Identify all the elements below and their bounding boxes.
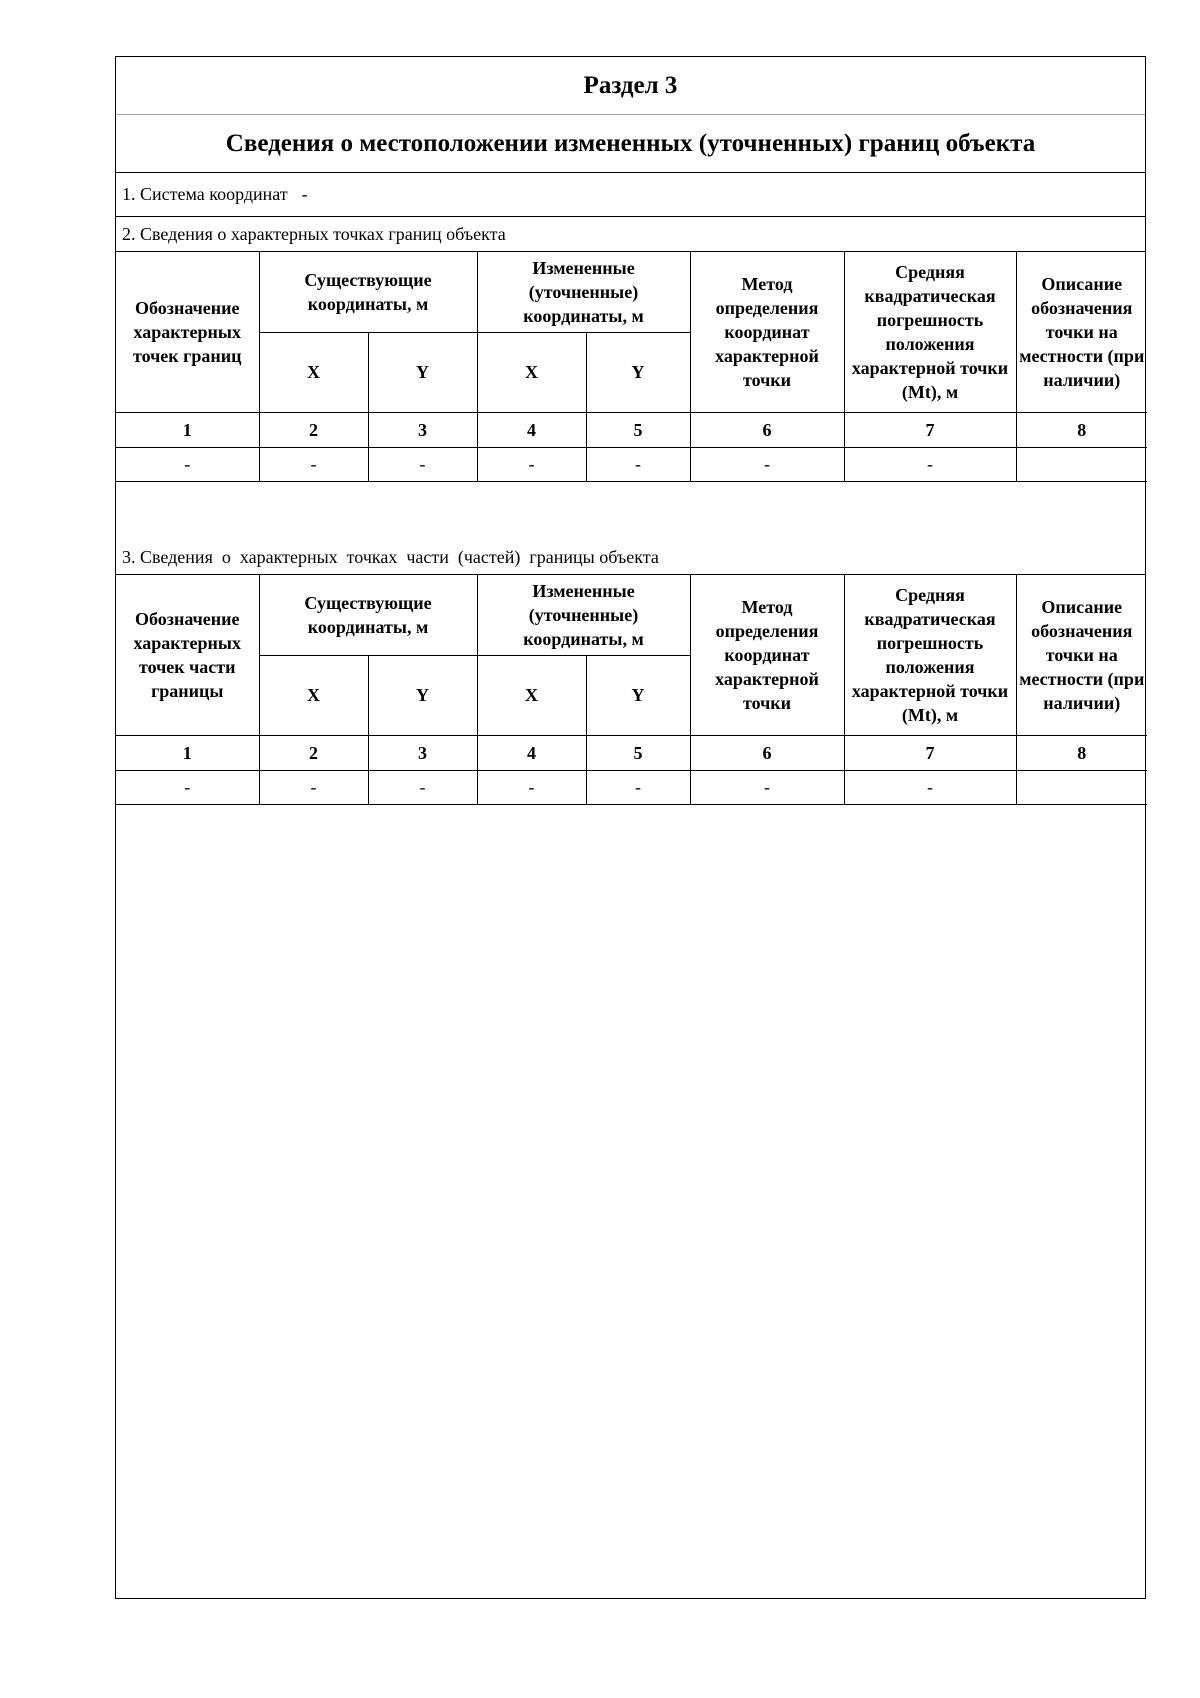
column-number: 1 bbox=[116, 412, 259, 447]
column-number: 7 bbox=[844, 412, 1016, 447]
column-numbers-row bbox=[116, 412, 1147, 447]
table-cell: - bbox=[844, 447, 1016, 481]
header-method: Метод определения координат характерной точки bbox=[690, 252, 844, 412]
header-changed-y: Y bbox=[586, 655, 690, 735]
table-cell: - bbox=[586, 447, 690, 481]
table1-caption: 2. Сведения о характерных точках границ объекта bbox=[116, 217, 1145, 252]
column-number: 5 bbox=[586, 735, 690, 770]
column-number: 8 bbox=[1016, 412, 1147, 447]
header-existing-coords: Существующие координаты, м bbox=[259, 575, 477, 655]
header-method: Метод определения координат характерной точки bbox=[690, 575, 844, 735]
coordinate-system-row bbox=[116, 173, 1145, 217]
column-number: 6 bbox=[690, 735, 844, 770]
table-row bbox=[116, 447, 1147, 481]
table-cell: - bbox=[477, 770, 586, 804]
table-cell bbox=[1016, 770, 1147, 804]
boundary-part-points-table bbox=[116, 575, 1147, 805]
column-number: 2 bbox=[259, 735, 368, 770]
table-cell: - bbox=[368, 447, 477, 481]
table-cell bbox=[1016, 447, 1147, 481]
column-number: 5 bbox=[586, 412, 690, 447]
header-error: Средняя квадратическая погрешность положения характерной точки (Mt), м bbox=[844, 575, 1016, 735]
column-numbers-row bbox=[116, 735, 1147, 770]
table-cell: - bbox=[116, 770, 259, 804]
table-cell: - bbox=[259, 447, 368, 481]
column-number: 4 bbox=[477, 412, 586, 447]
header-existing-x: X bbox=[259, 655, 368, 735]
coordinate-system-label: 1. Система координат bbox=[122, 184, 288, 204]
column-number: 3 bbox=[368, 735, 477, 770]
table-cell: - bbox=[690, 447, 844, 481]
column-number: 8 bbox=[1016, 735, 1147, 770]
coordinate-system-value: - bbox=[301, 184, 308, 204]
table-cell: - bbox=[477, 447, 586, 481]
header-changed-coords: Измененные (уточненные) координаты, м bbox=[477, 252, 690, 332]
header-changed-x: X bbox=[477, 332, 586, 412]
table2-caption: 3. Сведения о характерных точках части (частей) границы объекта bbox=[116, 541, 1145, 575]
header-changed-x: X bbox=[477, 655, 586, 735]
table-cell: - bbox=[368, 770, 477, 804]
header-changed-coords: Измененные (уточненные) координаты, м bbox=[477, 575, 690, 655]
header-description: Описание обозначения точки на местности (при наличии) bbox=[1016, 252, 1147, 412]
section-subtitle: Сведения о местоположении измененных (уточненных) границ объекта bbox=[116, 115, 1145, 173]
table-cell: - bbox=[259, 770, 368, 804]
header-existing-y: Y bbox=[368, 655, 477, 735]
document-frame bbox=[115, 56, 1146, 1599]
header-changed-y: Y bbox=[586, 332, 690, 412]
header-description: Описание обозначения точки на местности (при наличии) bbox=[1016, 575, 1147, 735]
column-number: 2 bbox=[259, 412, 368, 447]
table-cell: - bbox=[116, 447, 259, 481]
column-number: 1 bbox=[116, 735, 259, 770]
header-existing-x: X bbox=[259, 332, 368, 412]
header-error: Средняя квадратическая погрешность положения характерной точки (Mt), м bbox=[844, 252, 1016, 412]
table-cell: - bbox=[586, 770, 690, 804]
column-number: 4 bbox=[477, 735, 586, 770]
column-number: 7 bbox=[844, 735, 1016, 770]
column-number: 3 bbox=[368, 412, 477, 447]
table-row bbox=[116, 770, 1147, 804]
header-designation: Обозначение характерных точек границ bbox=[116, 252, 259, 412]
section-title: Раздел 3 bbox=[116, 57, 1145, 115]
header-designation: Обозначение характерных точек части границы bbox=[116, 575, 259, 735]
table-cell: - bbox=[690, 770, 844, 804]
header-existing-y: Y bbox=[368, 332, 477, 412]
column-number: 6 bbox=[690, 412, 844, 447]
characteristic-points-table bbox=[116, 252, 1147, 482]
header-existing-coords: Существующие координаты, м bbox=[259, 252, 477, 332]
table-cell: - bbox=[844, 770, 1016, 804]
